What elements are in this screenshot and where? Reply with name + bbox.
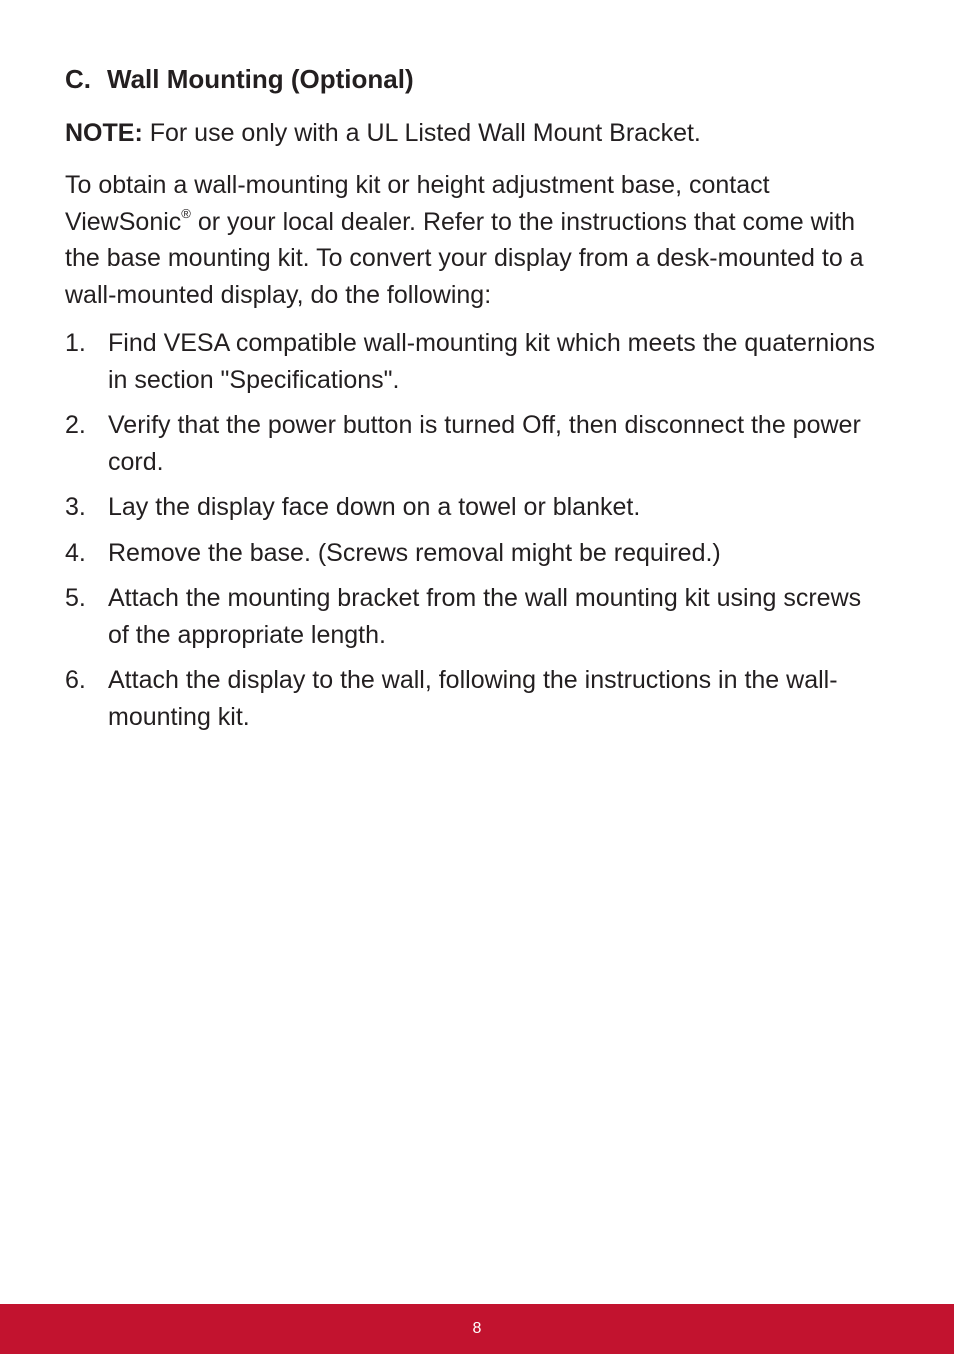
step-text: Verify that the power button is turned Off, then disconnect the power cord. <box>108 411 861 476</box>
step-text: Find VESA compatible wall-mounting kit which meets the quaternions in section "Specifications". <box>108 329 876 394</box>
step-text: Attach the mounting bracket from the wall mounting kit using screws of the appropriate length. <box>108 584 862 649</box>
step-number: 5. <box>65 584 86 612</box>
section-title: Wall Mounting (Optional) <box>107 64 414 94</box>
step-text: Lay the display face down on a towel or blanket. <box>108 493 641 521</box>
page-number: 8 <box>472 1320 482 1337</box>
step-text: Remove the base. (Screws removal might be required.) <box>108 538 721 567</box>
steps-list <box>65 325 885 735</box>
step-text: Attach the display to the wall, following the instructions in the wall-mounting kit. <box>108 666 838 731</box>
intro-paragraph <box>65 167 885 313</box>
note-text: For use only with a UL Listed Wall Mount Bracket. <box>142 119 701 147</box>
section-letter: C. <box>65 64 91 94</box>
registered-mark: ® <box>181 206 191 222</box>
step-number: 6. <box>65 666 86 694</box>
intro-text-start: To obtain a wall-mounting kit or height adjustment base, contact ViewSonic <box>65 171 770 236</box>
step-number: 4. <box>65 538 86 567</box>
note-label: NOTE: <box>65 119 143 147</box>
step-number: 3. <box>65 493 86 521</box>
list-item <box>65 662 885 735</box>
section-heading <box>65 62 885 96</box>
list-item <box>65 325 885 398</box>
step-number: 1. <box>65 329 86 357</box>
note-paragraph <box>65 115 885 151</box>
page-content <box>65 62 885 744</box>
list-item <box>65 489 885 526</box>
step-number: 2. <box>65 411 86 439</box>
intro-text-end: or your local dealer. Refer to the instructions that come with the base mounting kit. To convert your display from a desk-mounted to a wall-mounted display, do the following: <box>65 207 864 309</box>
list-item <box>65 580 885 653</box>
list-item <box>65 535 885 572</box>
footer-bar <box>0 1304 954 1354</box>
list-item <box>65 407 885 480</box>
